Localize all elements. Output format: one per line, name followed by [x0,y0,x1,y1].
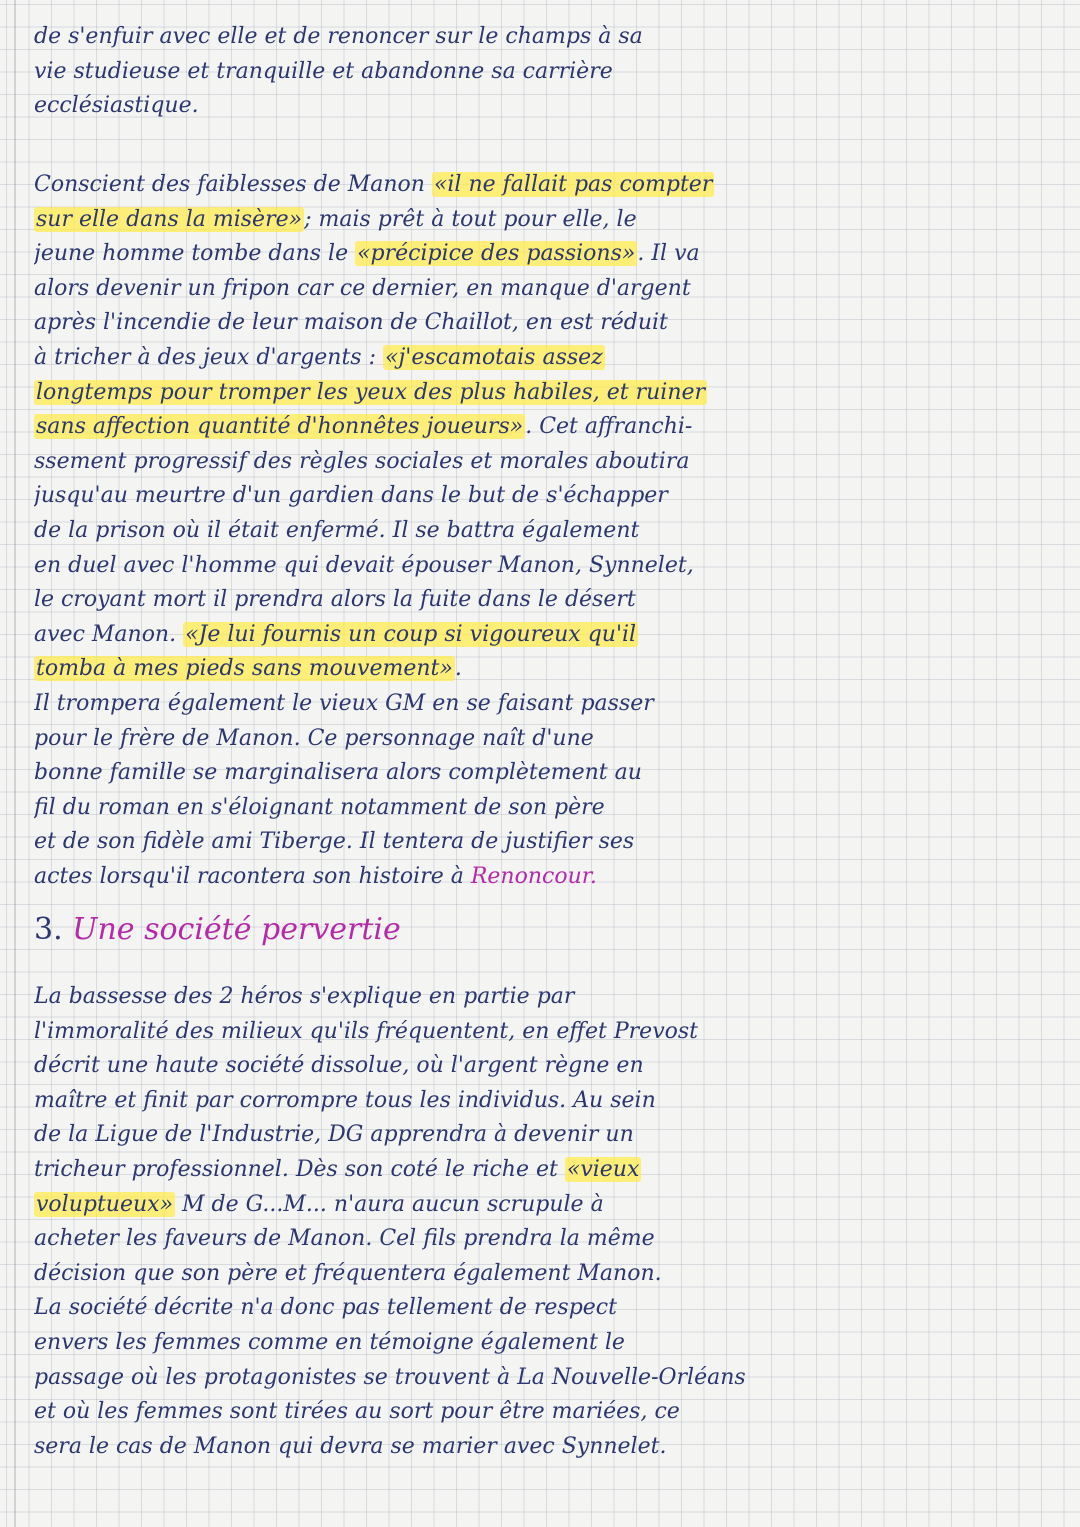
text-line: alors devenir un fripon car ce dernier, en manque d'argent [34,275,691,301]
text-line: La bassesse des 2 héros s'explique en partie par [34,984,575,1009]
text-segment: à tricher à des jeux d'argents : [34,344,383,370]
text-line: Il trompera également le vieux GM en se faisant passer [34,690,654,716]
section-number: 3. [34,912,63,947]
quote-highlight: «précipice des passions» [357,241,636,267]
text-line [34,1188,1064,1223]
section-title: Une société pervertie [72,912,401,947]
intro-line: ecclésiastique. [34,93,199,119]
section-heading [34,912,401,947]
quote-highlight: voluptueux» [36,1191,174,1217]
text-line: en duel avec l'homme qui devait épouser Manon, Synnelet, [34,552,694,578]
text-segment: ; mais prêt à tout pour elle, le [304,206,637,232]
text-segment: . Cet affranchi- [525,414,693,440]
paragraph-degrieux [34,168,1064,894]
text-line: maître et finit par corrompre tous les individus. Au sein [34,1087,656,1113]
text-segment: M de G...M... n'aura aucun scrupule à [175,1191,604,1217]
text-line [34,652,1064,687]
intro-line: de s'enfuir avec elle et de renoncer sur le champs à sa [34,24,643,49]
text-line: décrit une haute société dissolue, où l'argent règne en [34,1053,644,1079]
text-segment: . [454,656,462,682]
text-line [34,237,1064,272]
text-line: La société décrite n'a donc pas tellement de respect [34,1295,617,1321]
name-emphasis: Renoncour. [470,863,597,889]
quote-highlight: longtemps pour tromper les yeux des plus habiles, et ruiner [36,379,706,405]
text-segment: . Il va [637,241,700,267]
intro-paragraph [34,20,1064,124]
quote-highlight: «j'escamotais assez [385,344,603,370]
text-segment: avec Manon. [34,621,184,647]
quote-highlight: sur elle dans la misère» [36,206,303,232]
text-line: jusqu'au meurtre d'un gardien dans le but de s'échapper [34,483,668,509]
text-line [34,410,1064,445]
quote-highlight: sans affection quantité d'honnêtes joueurs» [36,414,524,440]
text-line: pour le frère de Manon. Ce personnage naît d'une [34,725,594,751]
text-line [34,618,1064,653]
text-segment: tricheur professionnel. Dès son coté le riche et [34,1156,565,1182]
text-line: l'immoralité des milieux qu'ils fréquentent, en effet Prevost [34,1018,699,1044]
text-line: décision que son père et fréquentera également Manon. [34,1260,662,1286]
text-line: passage où les protagonistes se trouvent à La Nouvelle-Orléans [34,1364,746,1390]
text-line: ssement progressif des règles sociales et morales aboutira [34,448,690,474]
intro-line: vie studieuse et tranquille et abandonne sa carrière [34,58,613,84]
text-line: après l'incendie de leur maison de Chaillot, en est réduit [34,310,668,336]
text-line: et où les femmes sont tirées au sort pour être mariées, ce [34,1399,680,1425]
text-line: de la Ligue de l'Industrie, DG apprendra à devenir un [34,1122,634,1148]
text-line [34,376,1064,411]
text-line [34,341,1064,376]
text-line [34,860,1064,895]
quote-highlight: «vieux [566,1156,640,1182]
text-line: sera le cas de Manon qui devra se marier avec Synnelet. [34,1433,667,1459]
text-line [34,168,1064,203]
text-line: et de son fidèle ami Tiberge. Il tentera de justifier ses [34,829,635,855]
text-line: le croyant mort il prendra alors la fuite dans le désert [34,587,636,613]
text-line: envers les femmes comme en témoigne également le [34,1329,625,1355]
text-line [34,1153,1064,1188]
text-segment: jeune homme tombe dans le [34,241,356,267]
page-margin-line [14,0,16,1527]
paragraph-society [34,980,1064,1464]
text-line: acheter les faveurs de Manon. Cel fils prendra la même [34,1226,655,1252]
text-line: bonne famille se marginalisera alors complètement au [34,760,642,786]
text-line [34,203,1064,238]
text-segment: Conscient des faiblesses de Manon [34,172,432,197]
text-segment: actes lorsqu'il racontera son histoire à [34,863,471,889]
quote-highlight: «Je lui fournis un coup si vigoureux qu'il [185,621,637,647]
text-line: de la prison où il était enfermé. Il se battra également [34,517,640,543]
quote-highlight: «il ne fallait pas compter [433,172,713,197]
quote-highlight: tomba à mes pieds sans mouvement» [36,656,453,682]
text-line: fil du roman en s'éloignant notamment de son père [34,794,605,820]
